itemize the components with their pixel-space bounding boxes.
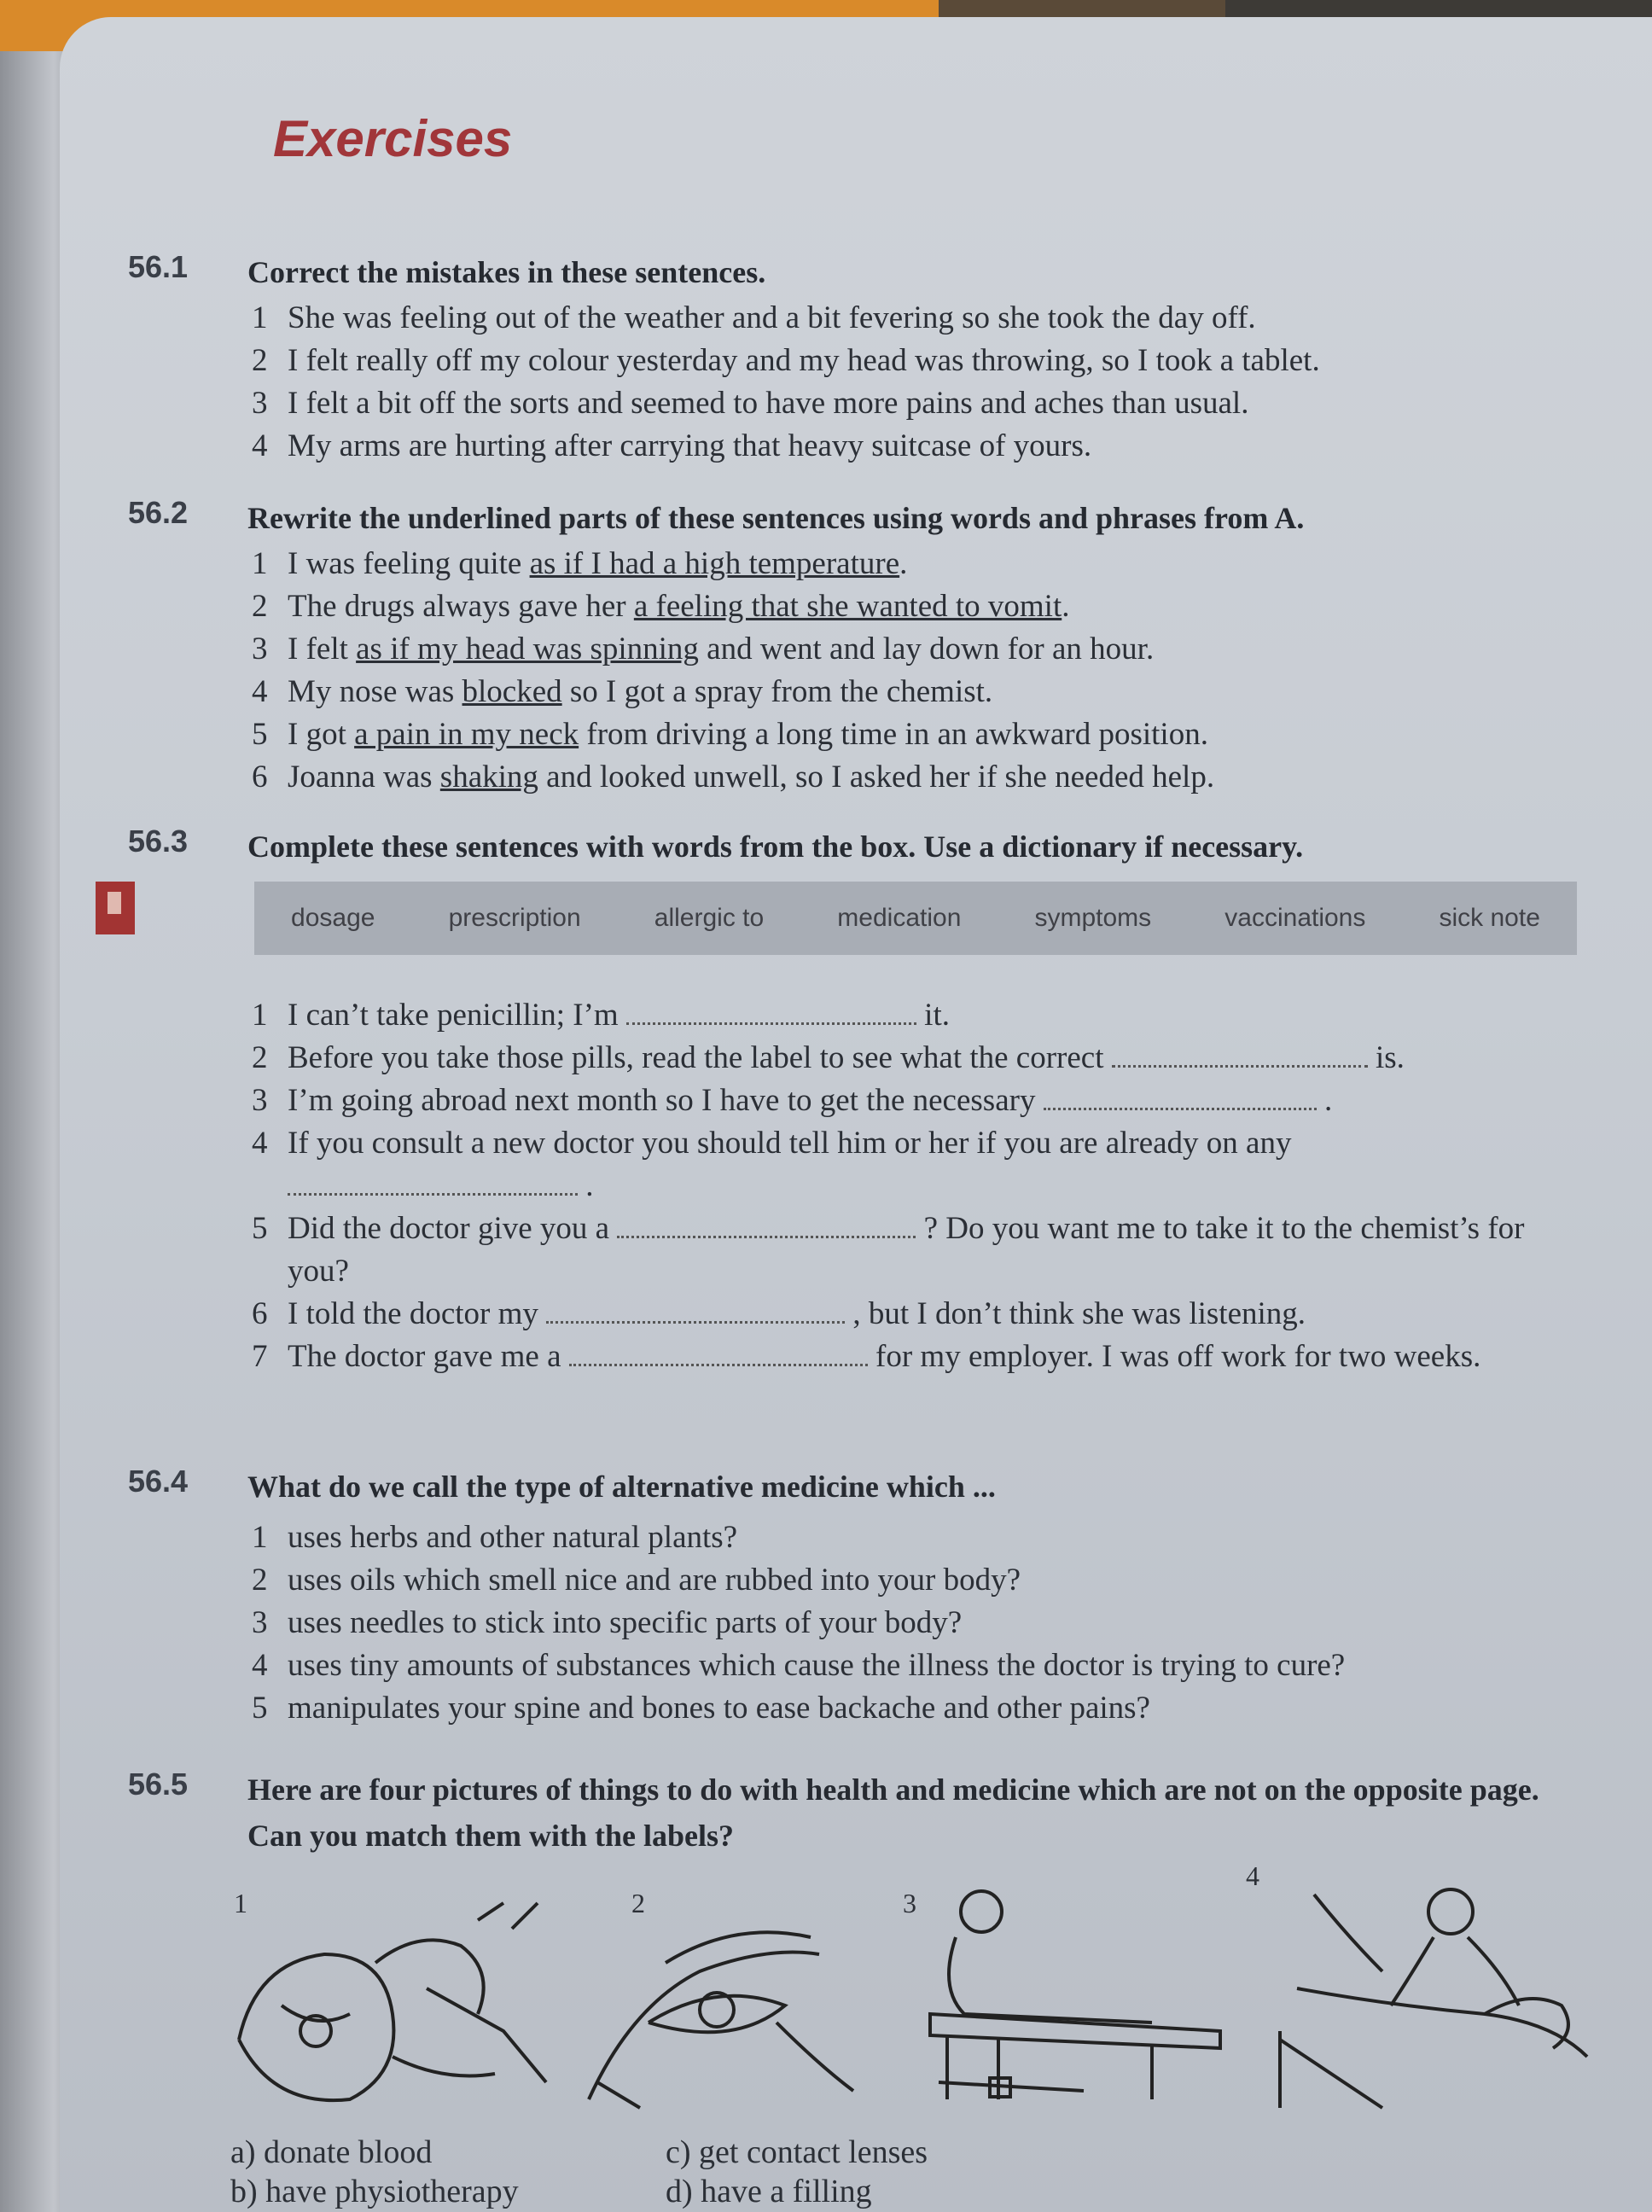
picture-physiotherapy — [1246, 1860, 1604, 2116]
list-item — [252, 756, 1583, 799]
item-text: , but I don’t think she was listening. — [845, 1296, 1306, 1331]
item-text: is. — [1367, 1040, 1405, 1075]
item-number: 3 — [252, 1083, 268, 1118]
item-text: and went and lay down for an hour. — [698, 632, 1155, 667]
list-item — [252, 713, 1583, 756]
list-item — [252, 1516, 1583, 1559]
item-text: I’m going abroad next month so I have to get the necessary — [288, 1083, 1044, 1118]
item-text: She was feeling out of the weather and a bit fevering so she took the day off. — [288, 300, 1256, 335]
item-number: 3 — [252, 1605, 268, 1640]
word-box — [254, 882, 1577, 955]
item-text: ? Do you want me to take it to the chemist’s for you? — [288, 1211, 1525, 1289]
item-text: uses herbs and other natural plants? — [288, 1520, 738, 1555]
list-item — [252, 585, 1583, 628]
picture-blood-donation — [879, 1886, 1246, 2116]
exercise-items — [252, 543, 1583, 799]
item-number: 4 — [252, 1126, 268, 1161]
item-number: 4 — [252, 1648, 268, 1683]
item-number: 3 — [252, 632, 268, 667]
item-text: for my employer. I was off work for two weeks. — [867, 1339, 1481, 1374]
item-text: and looked unwell, so I asked her if she needed help. — [538, 760, 1215, 795]
item-text: uses tiny amounts of substances which cause the illness the doctor is trying to cure? — [288, 1648, 1346, 1683]
list-item — [252, 425, 1583, 468]
list-item — [252, 382, 1583, 425]
box-word: dosage — [291, 904, 375, 932]
picture-labels — [230, 2133, 1084, 2212]
list-item — [252, 994, 1583, 1037]
box-word: allergic to — [654, 904, 765, 932]
exercise-number: 56.2 — [128, 495, 189, 530]
answer-blank[interactable] — [1112, 1039, 1368, 1068]
item-text: so I got a spray from the chemist. — [561, 674, 993, 709]
exercise-number: 56.5 — [128, 1767, 189, 1802]
answer-blank[interactable] — [569, 1338, 868, 1366]
picture-number: 1 — [234, 1888, 247, 1918]
box-word: sick note — [1439, 904, 1540, 932]
item-number: 6 — [252, 1296, 268, 1331]
box-word: medication — [837, 904, 962, 932]
item-text: If you consult a new doctor you should tell him or her if you are already on any — [288, 1126, 1292, 1161]
item-text: I felt a bit off the sorts and seemed to have more pains and aches than usual. — [288, 386, 1249, 421]
exercise-56-5 — [128, 1767, 1579, 1877]
answer-blank[interactable] — [1044, 1082, 1317, 1110]
underlined-phrase: a feeling that she wanted to vomit — [633, 589, 1062, 624]
item-text: My arms are hurting after carrying that heavy suitcase of yours. — [288, 428, 1092, 463]
item-number: 2 — [252, 343, 268, 378]
exercise-56-2 — [128, 495, 1579, 811]
item-number: 7 — [252, 1339, 268, 1374]
picture-contact-lenses — [563, 1886, 879, 2116]
underlined-phrase: blocked — [462, 674, 562, 709]
item-text: I felt really off my colour yesterday and my head was throwing, so I took a tablet. — [288, 343, 1320, 378]
exercise-items — [252, 994, 1583, 1378]
exercise-title: Here are four pictures of things to do with health and medicine which are not on the opposite page. Can you match them with the labels? — [247, 1773, 1539, 1853]
list-item — [252, 297, 1583, 340]
list-item — [252, 1293, 1583, 1336]
exercise-number: 56.1 — [128, 249, 189, 284]
item-text: from driving a long time in an awkward position. — [579, 717, 1208, 752]
underlined-phrase: as if my head was spinning — [356, 632, 699, 667]
list-item — [252, 1559, 1583, 1602]
item-text: The drugs always gave her — [288, 589, 634, 624]
item-number: 1 — [252, 998, 268, 1033]
item-number: 5 — [252, 1691, 268, 1726]
item-text: . — [1062, 589, 1070, 624]
dentist-drawing — [222, 1886, 563, 2116]
answer-blank[interactable] — [626, 997, 916, 1025]
item-number: 1 — [252, 300, 268, 335]
label-d: d) have a filling — [666, 2174, 872, 2209]
eye-drawing — [563, 1886, 879, 2116]
item-text: My nose was — [288, 674, 462, 709]
box-word: symptoms — [1034, 904, 1152, 932]
exercise-number: 56.4 — [128, 1464, 189, 1499]
exercise-title: Rewrite the underlined parts of these sentences using words and phrases from A. — [247, 501, 1305, 535]
exercise-items — [252, 1516, 1583, 1730]
item-text: I got — [288, 717, 355, 752]
item-number: 2 — [252, 1040, 268, 1075]
item-number: 4 — [252, 674, 268, 709]
exercise-56-4 — [128, 1464, 1579, 1745]
item-text: Joanna was — [288, 760, 440, 795]
page-heading: Exercises — [273, 110, 513, 167]
list-item — [252, 1644, 1583, 1687]
item-number: 2 — [252, 589, 268, 624]
item-text: I felt — [288, 632, 357, 667]
illustrations — [222, 1860, 1621, 2125]
physiotherapy-drawing — [1263, 1886, 1604, 2116]
exercise-items — [252, 297, 1583, 468]
item-number: 5 — [252, 1211, 268, 1246]
exercise-56-1 — [128, 249, 1579, 480]
item-number: 3 — [252, 386, 268, 421]
answer-blank[interactable] — [288, 1167, 578, 1196]
answer-blank[interactable] — [546, 1295, 845, 1324]
item-text: uses oils which smell nice and are rubbed into your body? — [288, 1563, 1021, 1598]
box-word: vaccinations — [1224, 904, 1366, 932]
dictionary-icon — [96, 882, 135, 934]
exercise-title: Complete these sentences with words from the box. Use a dictionary if necessary. — [247, 830, 1304, 864]
item-number: 1 — [252, 1520, 268, 1555]
picture-number: 3 — [903, 1888, 916, 1918]
item-text: manipulates your spine and bones to ease backache and other pains? — [288, 1691, 1150, 1726]
label-a: a) donate blood — [230, 2134, 433, 2170]
list-item — [252, 1080, 1583, 1122]
item-text: . — [1316, 1083, 1333, 1118]
item-text: it. — [916, 998, 950, 1033]
picture-number: 2 — [631, 1888, 645, 1918]
exercise-title: What do we call the type of alternative medicine which ... — [247, 1470, 996, 1504]
item-text: . — [899, 546, 908, 581]
item-text: Before you take those pills, read the label to see what the correct — [288, 1040, 1112, 1075]
item-text: I was feeling quite — [288, 546, 530, 581]
answer-blank[interactable] — [617, 1210, 916, 1238]
item-text: uses needles to stick into specific parts of your body? — [288, 1605, 963, 1640]
picture-dentist — [222, 1886, 563, 2116]
underlined-phrase: as if I had a high temperature — [529, 546, 900, 581]
label-b: b) have physiotherapy — [230, 2174, 519, 2209]
blood-donor-drawing — [879, 1886, 1246, 2116]
exercise-56-3 — [128, 824, 1579, 1421]
underlined-phrase: shaking — [439, 760, 538, 795]
item-number: 5 — [252, 717, 268, 752]
item-text: The doctor gave me a — [288, 1339, 569, 1374]
list-item — [252, 543, 1583, 585]
list-item — [252, 628, 1583, 671]
item-number: 1 — [252, 546, 268, 581]
list-item — [252, 1037, 1583, 1080]
list-item — [252, 1208, 1583, 1293]
box-word: prescription — [448, 904, 581, 932]
item-number: 6 — [252, 760, 268, 795]
list-item — [252, 340, 1583, 382]
item-text: Did the doctor give you a — [288, 1211, 618, 1246]
item-number: 2 — [252, 1563, 268, 1598]
item-text: I can’t take penicillin; I’m — [288, 998, 626, 1033]
exercise-title: Correct the mistakes in these sentences. — [247, 255, 766, 289]
item-number: 4 — [252, 428, 268, 463]
item-text: . — [578, 1168, 594, 1203]
label-c: c) get contact lenses — [666, 2134, 928, 2170]
exercise-number: 56.3 — [128, 824, 189, 859]
list-item — [252, 1602, 1583, 1644]
list-item — [252, 671, 1583, 713]
item-text: I told the doctor my — [288, 1296, 547, 1331]
list-item — [252, 1336, 1583, 1378]
list-item — [252, 1122, 1583, 1208]
underlined-phrase: a pain in my neck — [354, 717, 579, 752]
list-item — [252, 1687, 1583, 1730]
picture-number: 4 — [1246, 1860, 1259, 1891]
